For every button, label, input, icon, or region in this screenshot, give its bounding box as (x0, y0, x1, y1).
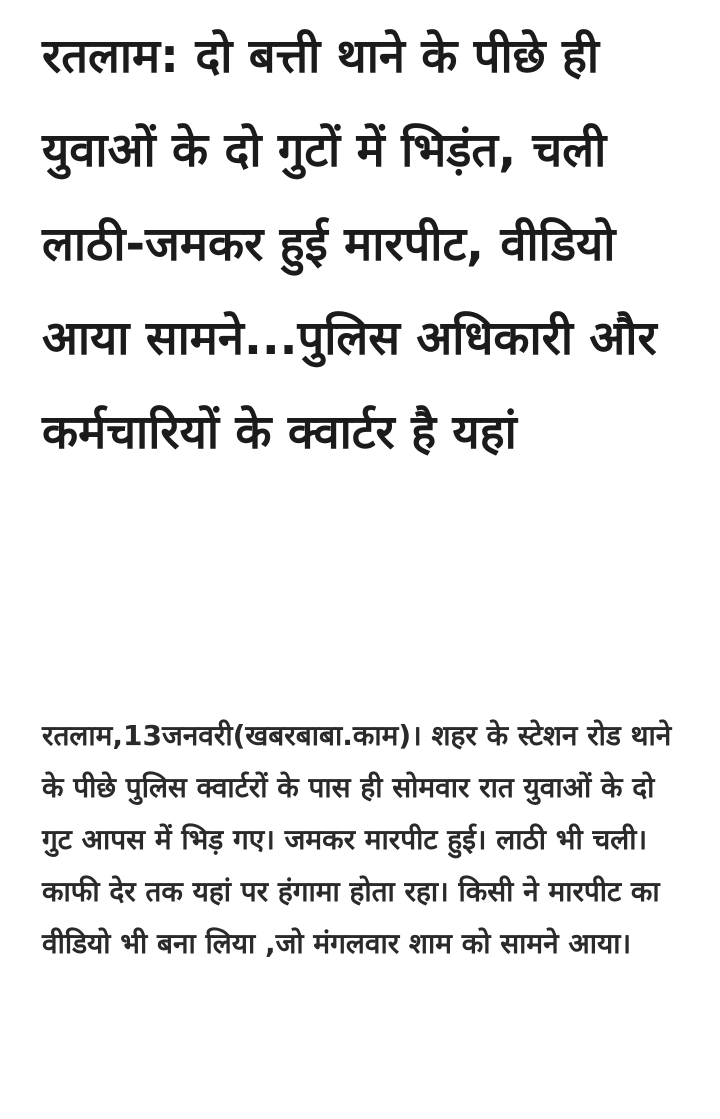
article-headline: रतलाम: दो बत्ती थाने के पीछे ही युवाओं के दो गुटों में भिड़ंत, चली लाठी-जमकर हुई मारपीट, वीडियो आया सामने...पुलिस अधिकारी और कर्मचारियों के क्वार्टर है यहां (42, 29, 657, 460)
news-article (42, 0, 702, 960)
article-body: रतलाम,13जनवरी(खबरबाबा.काम)। शहर के स्टेशन रोड थाने के पीछे पुलिस क्वार्टरों के पास ही सोमवार रात युवाओं के दो गुट आपस में भिड़ गए। जमकर मारपीट हुई। लाठी भी चली। काफी देर तक यहां पर हंगामा होता रहा। किसी ने मारपीट का वीडियो भी बना लिया ,जो मंगलवार शाम को सामने आया। (42, 719, 672, 960)
